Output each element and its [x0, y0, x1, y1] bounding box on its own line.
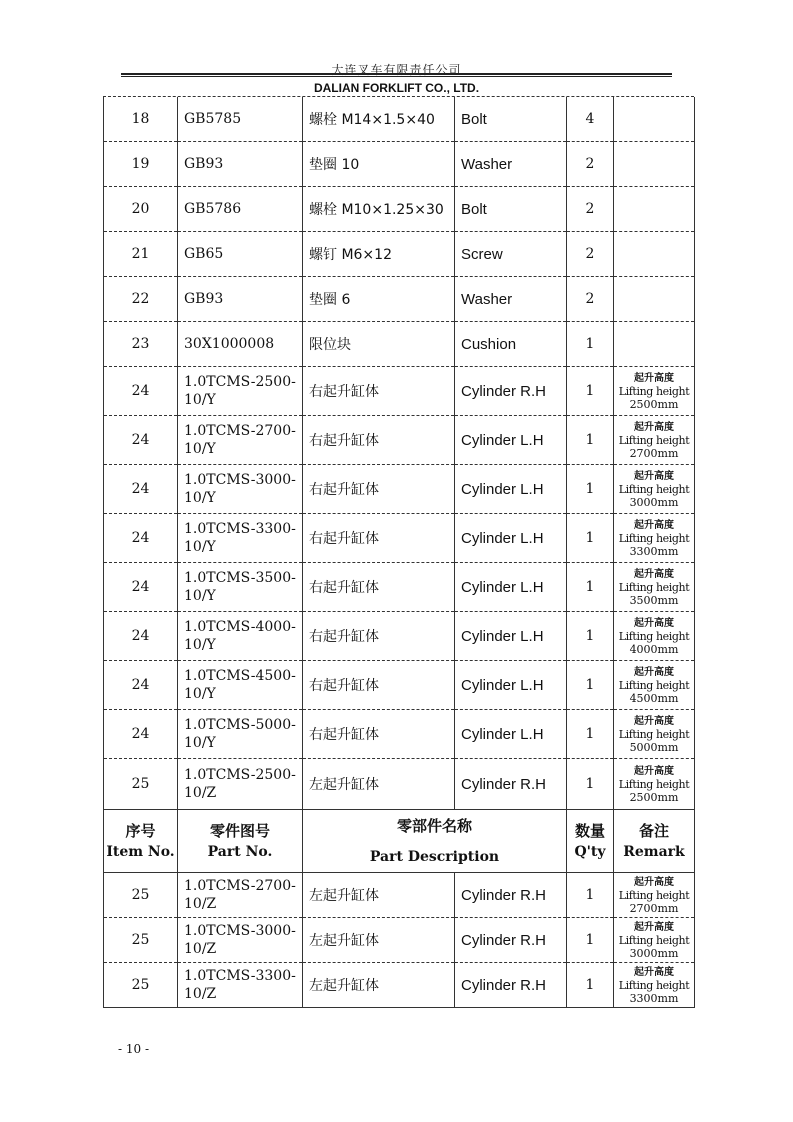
- part-no-line2: 10/Z: [184, 941, 217, 957]
- desc-en: Cylinder L.H: [455, 612, 567, 661]
- item-no: 24: [104, 514, 178, 563]
- company-name-en: DALIAN FORKLIFT CO., LTD.: [313, 81, 480, 95]
- remark-cn: 起升高度: [634, 876, 674, 888]
- remark: [614, 612, 695, 661]
- remark-en: Lifting height: [618, 433, 690, 447]
- desc-cn: 垫圈 10: [303, 142, 455, 187]
- quantity: 2: [567, 187, 614, 232]
- desc-en: Cylinder L.H: [455, 416, 567, 465]
- part-no-line2: 10/Y: [184, 686, 216, 702]
- remark-cn: 起升高度: [634, 470, 674, 482]
- table-row: [104, 232, 695, 277]
- quantity: 4: [567, 97, 614, 142]
- part-no-line1: 1.0TCMS-2500-: [184, 767, 296, 783]
- remark-cn: 起升高度: [634, 715, 674, 727]
- desc-cn: 螺钉 M6×12: [303, 232, 455, 277]
- remark-en: Lifting height: [618, 933, 690, 947]
- remark: [614, 277, 695, 322]
- remark: [614, 661, 695, 710]
- desc-en: Screw: [455, 232, 567, 277]
- table-row: [104, 322, 695, 367]
- remark-en: Lifting height: [618, 727, 690, 741]
- item-no: 24: [104, 563, 178, 612]
- desc-cn: 左起升缸体: [303, 918, 455, 963]
- parts-table: [103, 97, 695, 1008]
- quantity: 1: [567, 661, 614, 710]
- remark-height: 4000mm: [629, 642, 679, 656]
- part-no: [178, 563, 303, 612]
- desc-cn: 右起升缸体: [303, 416, 455, 465]
- part-no: [178, 416, 303, 465]
- part-no-line2: 10/Z: [184, 785, 217, 801]
- part-no: GB93: [178, 142, 303, 187]
- quantity: 1: [567, 416, 614, 465]
- item-no: 25: [104, 918, 178, 963]
- remark-en: Lifting height: [618, 482, 690, 496]
- item-no: 24: [104, 661, 178, 710]
- item-no: 19: [104, 142, 178, 187]
- quantity: 2: [567, 142, 614, 187]
- table-header-row: [104, 810, 695, 873]
- part-no-line2: 10/Y: [184, 490, 216, 506]
- remark: [614, 465, 695, 514]
- remark-en: Lifting height: [618, 384, 690, 398]
- remark-height: 3300mm: [629, 544, 679, 558]
- remark: [614, 142, 695, 187]
- item-no: 23: [104, 322, 178, 367]
- remark-cn: 起升高度: [634, 765, 674, 777]
- table-row: [104, 612, 695, 661]
- table-row: [104, 710, 695, 759]
- desc-cn: 螺栓 M14×1.5×40: [303, 97, 455, 142]
- part-no-line1: 1.0TCMS-5000-: [184, 717, 296, 733]
- desc-en: Cushion: [455, 322, 567, 367]
- item-no: 25: [104, 963, 178, 1008]
- company-name-cn: 大连叉车有限责任公司: [331, 63, 462, 77]
- remark-en: Lifting height: [618, 629, 690, 643]
- part-no: 30X1000008: [178, 322, 303, 367]
- desc-en: Cylinder R.H: [455, 759, 567, 810]
- desc-en: Bolt: [455, 97, 567, 142]
- item-no: 22: [104, 277, 178, 322]
- remark: [614, 322, 695, 367]
- part-no: [178, 612, 303, 661]
- remark: [614, 710, 695, 759]
- remark: [614, 563, 695, 612]
- item-no: 24: [104, 612, 178, 661]
- remark-en: Lifting height: [618, 888, 690, 902]
- table-row: [104, 963, 695, 1008]
- desc-cn: 右起升缸体: [303, 661, 455, 710]
- remark-en: Lifting height: [618, 978, 690, 992]
- header-remark-cn: 备注: [638, 822, 669, 840]
- quantity: 1: [567, 963, 614, 1008]
- desc-cn: 限位块: [303, 322, 455, 367]
- header-description: [303, 810, 567, 873]
- desc-en: Cylinder L.H: [455, 710, 567, 759]
- remark-en: Lifting height: [618, 777, 690, 791]
- remark: [614, 187, 695, 232]
- header-part-no: [178, 810, 303, 873]
- remark-height: 2500mm: [629, 790, 679, 804]
- desc-cn: 左起升缸体: [303, 963, 455, 1008]
- desc-en: Cylinder L.H: [455, 563, 567, 612]
- part-no: GB5786: [178, 187, 303, 232]
- table-row: [104, 514, 695, 563]
- remark-en: Lifting height: [618, 678, 690, 692]
- desc-cn: 右起升缸体: [303, 710, 455, 759]
- item-no: 25: [104, 759, 178, 810]
- table-row: [104, 277, 695, 322]
- header-qty-cn: 数量: [574, 822, 605, 840]
- part-no: [178, 963, 303, 1008]
- part-no: [178, 710, 303, 759]
- remark-cn: 起升高度: [634, 666, 674, 678]
- part-no: GB5785: [178, 97, 303, 142]
- item-no: 25: [104, 873, 178, 918]
- part-no: [178, 918, 303, 963]
- quantity: 1: [567, 322, 614, 367]
- part-no: GB93: [178, 277, 303, 322]
- quantity: 1: [567, 710, 614, 759]
- header-item-en: Item No.: [106, 844, 175, 860]
- desc-cn: 左起升缸体: [303, 759, 455, 810]
- item-no: 24: [104, 367, 178, 416]
- part-no-line1: 1.0TCMS-3300-: [184, 521, 296, 537]
- remark: [614, 367, 695, 416]
- item-no: 20: [104, 187, 178, 232]
- header-remark-en: Remark: [623, 844, 685, 860]
- page-number: - 10 -: [118, 1042, 150, 1056]
- desc-en: Cylinder R.H: [455, 873, 567, 918]
- part-no-line1: 1.0TCMS-3300-: [184, 968, 296, 984]
- part-no-line1: 1.0TCMS-2700-: [184, 423, 296, 439]
- desc-en: Cylinder L.H: [455, 514, 567, 563]
- desc-en: Cylinder L.H: [455, 465, 567, 514]
- remark-en: Lifting height: [618, 580, 690, 594]
- remark-cn: 起升高度: [634, 966, 674, 978]
- remark-height: 3000mm: [629, 946, 679, 960]
- header-part-en: Part No.: [207, 844, 273, 860]
- part-no: [178, 465, 303, 514]
- remark: [614, 514, 695, 563]
- desc-cn: 垫圈 6: [303, 277, 455, 322]
- remark-height: 3500mm: [629, 593, 679, 607]
- header-qty: [567, 810, 614, 873]
- remark-cn: 起升高度: [634, 568, 674, 580]
- table-row: [104, 416, 695, 465]
- part-no-line1: 1.0TCMS-4000-: [184, 619, 296, 635]
- part-no-line2: 10/Y: [184, 588, 216, 604]
- part-no: GB65: [178, 232, 303, 277]
- remark-height: 2700mm: [629, 901, 679, 915]
- item-no: 24: [104, 465, 178, 514]
- part-no-line2: 10/Y: [184, 539, 216, 555]
- quantity: 2: [567, 232, 614, 277]
- remark: [614, 963, 695, 1008]
- item-no: 21: [104, 232, 178, 277]
- item-no: 24: [104, 416, 178, 465]
- part-no: [178, 367, 303, 416]
- part-no-line2: 10/Z: [184, 986, 217, 1002]
- header-part-cn: 零件图号: [209, 822, 270, 840]
- quantity: 1: [567, 563, 614, 612]
- part-no-line2: 10/Y: [184, 735, 216, 751]
- header-desc-en: Part Description: [369, 849, 500, 865]
- table-row: [104, 873, 695, 918]
- part-no-line1: 1.0TCMS-3000-: [184, 923, 296, 939]
- remark-cn: 起升高度: [634, 421, 674, 433]
- remark: [614, 232, 695, 277]
- part-no: [178, 873, 303, 918]
- part-no-line1: 1.0TCMS-3500-: [184, 570, 296, 586]
- header-item-no: [104, 810, 178, 873]
- item-no: 24: [104, 710, 178, 759]
- part-no-line1: 1.0TCMS-2500-: [184, 374, 296, 390]
- quantity: 1: [567, 367, 614, 416]
- table-row: [104, 465, 695, 514]
- quantity: 1: [567, 873, 614, 918]
- remark-height: 2700mm: [629, 446, 679, 460]
- table-row: [104, 367, 695, 416]
- part-no-line2: 10/Z: [184, 896, 217, 912]
- remark-height: 3000mm: [629, 495, 679, 509]
- table-row: [104, 563, 695, 612]
- remark: [614, 97, 695, 142]
- header-rule: [121, 73, 672, 77]
- remark-en: Lifting height: [618, 531, 690, 545]
- desc-en: Cylinder R.H: [455, 963, 567, 1008]
- desc-cn: 右起升缸体: [303, 367, 455, 416]
- remark-cn: 起升高度: [634, 372, 674, 384]
- desc-en: Cylinder R.H: [455, 367, 567, 416]
- quantity: 1: [567, 465, 614, 514]
- remark-height: 5000mm: [629, 740, 679, 754]
- item-no: 18: [104, 97, 178, 142]
- desc-en: Cylinder R.H: [455, 918, 567, 963]
- header-qty-en: Q'ty: [574, 844, 606, 860]
- remark-cn: 起升高度: [634, 617, 674, 629]
- remark-cn: 起升高度: [634, 921, 674, 933]
- remark-height: 2500mm: [629, 397, 679, 411]
- remark: [614, 918, 695, 963]
- remark-height: 3300mm: [629, 991, 679, 1005]
- quantity: 1: [567, 759, 614, 810]
- part-no-line1: 1.0TCMS-3000-: [184, 472, 296, 488]
- quantity: 1: [567, 514, 614, 563]
- table-row: [104, 918, 695, 963]
- part-no: [178, 661, 303, 710]
- part-no-line2: 10/Y: [184, 392, 216, 408]
- part-no-line1: 1.0TCMS-4500-: [184, 668, 296, 684]
- desc-cn: 左起升缸体: [303, 873, 455, 918]
- quantity: 1: [567, 612, 614, 661]
- remark: [614, 873, 695, 918]
- quantity: 1: [567, 918, 614, 963]
- table-row: [104, 187, 695, 232]
- desc-en: Cylinder L.H: [455, 661, 567, 710]
- header-desc-cn: 零部件名称: [396, 817, 472, 835]
- part-no-line1: 1.0TCMS-2700-: [184, 878, 296, 894]
- desc-en: Washer: [455, 277, 567, 322]
- part-no: [178, 759, 303, 810]
- desc-cn: 右起升缸体: [303, 612, 455, 661]
- table-row: [104, 142, 695, 187]
- quantity: 2: [567, 277, 614, 322]
- table-row: [104, 661, 695, 710]
- header-remark: [614, 810, 695, 873]
- desc-en: Washer: [455, 142, 567, 187]
- part-no: [178, 514, 303, 563]
- part-no-line2: 10/Y: [184, 637, 216, 653]
- desc-cn: 右起升缸体: [303, 514, 455, 563]
- desc-cn: 螺栓 M10×1.25×30: [303, 187, 455, 232]
- remark-height: 4500mm: [629, 691, 679, 705]
- desc-en: Bolt: [455, 187, 567, 232]
- table-row: [104, 97, 695, 142]
- desc-cn: 右起升缸体: [303, 465, 455, 514]
- table-row: [104, 759, 695, 810]
- part-no-line2: 10/Y: [184, 441, 216, 457]
- remark-cn: 起升高度: [634, 519, 674, 531]
- header-item-cn: 序号: [125, 822, 156, 840]
- remark: [614, 759, 695, 810]
- remark: [614, 416, 695, 465]
- desc-cn: 右起升缸体: [303, 563, 455, 612]
